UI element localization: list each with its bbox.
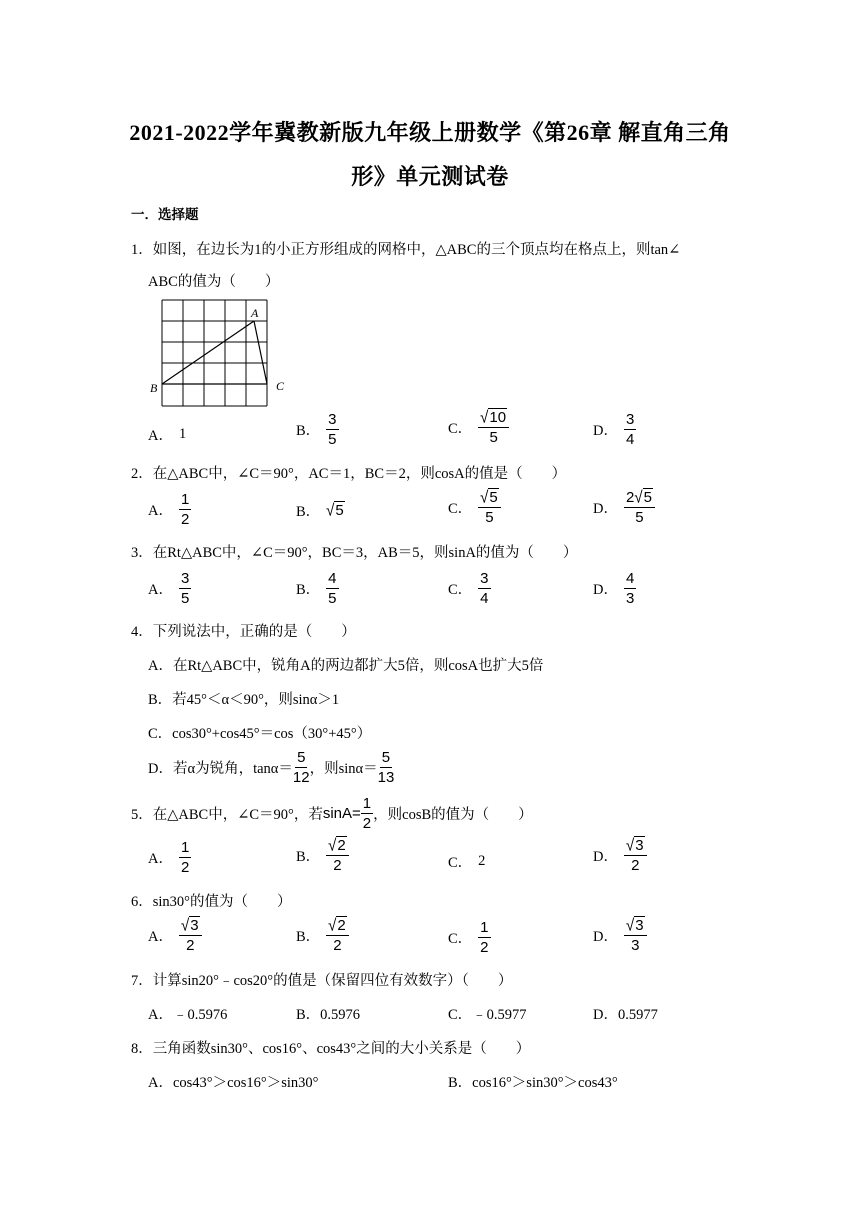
q3-option-d[interactable]: D． 4 3 [593, 570, 635, 607]
q3-option-b[interactable]: B． 4 5 [296, 570, 337, 607]
triangle-side-ac [254, 321, 267, 384]
q1-grid-figure [148, 298, 294, 410]
title-line-1: 2021-2022学年冀教新版九年级上册数学《第26章 解直角三角 [129, 120, 731, 145]
q4-text: 4．下列说法中，正确的是（ ） [131, 624, 356, 640]
q2-text: 2．在△ABC中，∠C＝90°，AC＝1，BC＝2，则cosA的值是（ ） [131, 466, 567, 482]
q8-text: 8．三角函数sin30°、cos16°、cos43°之间的大小关系是（ ） [131, 1041, 531, 1057]
fraction: 3 4 [625, 411, 635, 448]
q3-option-a[interactable]: A． 3 5 [148, 570, 190, 607]
q7-text: 7．计算sin20°﹣cos20°的值是（保留四位有效数字）（ ） [131, 973, 513, 989]
fraction: √10 5 [478, 410, 509, 445]
vertex-label-a: A [251, 306, 259, 320]
q1-option-c[interactable]: C． √10 5 [448, 410, 509, 445]
q4-option-c[interactable]: C．cos30°+cos45°＝cos（30°+45°） [148, 726, 372, 742]
q4-option-b[interactable]: B．若45°＜α＜90°，则sinα＞1 [148, 692, 340, 708]
q2-option-a[interactable]: A． 1 2 [148, 491, 190, 528]
q3-text: 3．在Rt△ABC中，∠C＝90°，BC＝3，AB＝5，则sinA的值为（ ） [131, 545, 578, 561]
q7-option-d[interactable]: D．0.5977 [593, 1007, 658, 1023]
q5-option-b[interactable]: B． √2 2 [296, 838, 349, 873]
q6-option-d[interactable]: D． √3 3 [593, 918, 647, 953]
q1-text-line-1: 1．如图，在边长为1的小正方形组成的网格中，△ABC的三个顶点均在格点上，则tan∠ [131, 242, 681, 258]
q4-option-a[interactable]: A．在Rt△ABC中，锐角A的两边都扩大5倍，则cosA也扩大5倍 [148, 658, 544, 674]
q6-option-a[interactable]: A． √3 2 [148, 918, 202, 953]
q7-option-a[interactable]: A．﹣0.5976 [148, 1007, 228, 1023]
q7-option-c[interactable]: C．﹣0.5977 [448, 1007, 527, 1023]
title-line-2: 形》单元测试卷 [351, 164, 509, 189]
q4-option-d[interactable]: D．若α为锐角，tanα＝ 5 12 ，则sinα＝ 5 13 [148, 749, 395, 786]
q5-text: 5．在△ABC中，∠C＝90°，若 sinA= $\frac{1}{2}$ ，则cosB的值为（ ） [131, 795, 533, 832]
q5-option-c[interactable]: C． 2 [448, 853, 486, 871]
q2-option-c[interactable]: C． √5 5 [448, 490, 501, 525]
q8-option-b[interactable]: B．cos16°＞sin30°＞cos43° [448, 1075, 618, 1091]
q5-option-d[interactable]: D． √3 2 [593, 838, 647, 873]
triangle-side-ab [162, 321, 254, 384]
q2-option-b[interactable]: B． √5 [296, 501, 344, 520]
q7-option-b[interactable]: B．0.5976 [296, 1007, 361, 1023]
q8-option-a[interactable]: A．cos43°＞cos16°＞sin30° [148, 1075, 319, 1091]
q6-option-b[interactable]: B． √2 2 [296, 918, 349, 953]
q3-option-c[interactable]: C． 3 4 [448, 570, 489, 607]
q1-option-b[interactable]: B． 3 5 [296, 411, 337, 448]
q1-option-a[interactable]: A． 1 [148, 426, 187, 444]
q1-text-line-2: ABC的值为（ ） [148, 274, 280, 290]
q6-option-c[interactable]: C． 1 2 [448, 919, 489, 956]
q5-option-a[interactable]: A． 1 2 [148, 839, 190, 876]
section-heading: 一．选择题 [131, 207, 199, 222]
vertex-label-b: B [150, 381, 158, 395]
fraction: 3 5 [328, 411, 337, 448]
vertex-label-c: C [276, 379, 285, 393]
q2-option-d[interactable]: D． 2√5 5 [593, 490, 655, 525]
q6-text: 6．sin30°的值为（ ） [131, 894, 292, 910]
q1-option-d[interactable]: D． 3 4 [593, 411, 635, 448]
